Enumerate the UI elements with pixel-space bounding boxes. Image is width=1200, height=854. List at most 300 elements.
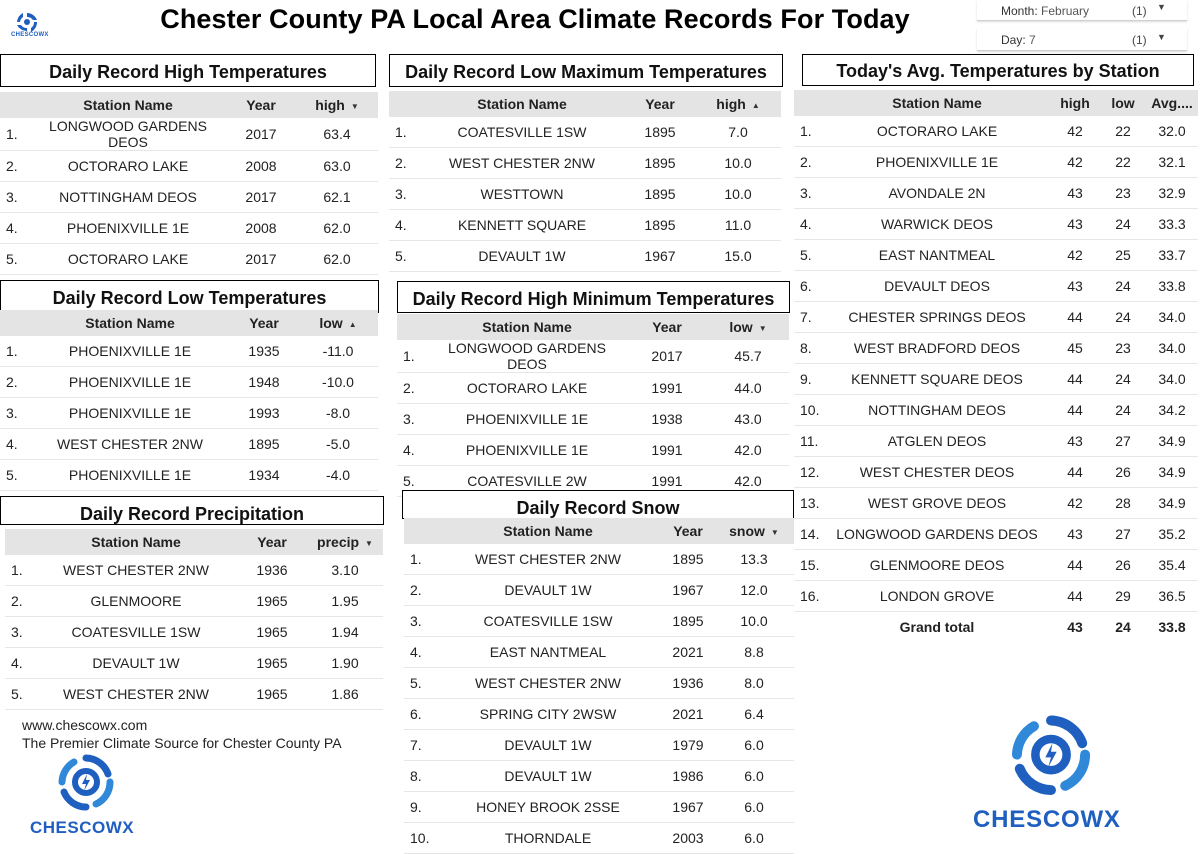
chescowx-logo-small-text: CHESCOWX	[11, 32, 49, 38]
record-precip-panel	[0, 496, 386, 712]
table-row	[794, 240, 1198, 271]
table-row	[404, 544, 794, 575]
day-filter-count: (1)	[1132, 33, 1147, 47]
value-cell: 45	[1050, 333, 1100, 364]
value-cell: 22	[1100, 116, 1146, 147]
station-name-cell: DEVAULT DEOS	[824, 271, 1050, 302]
station-name-cell: OCTORARO LAKE	[427, 373, 627, 404]
row-index: 6.	[794, 271, 824, 302]
table-row	[5, 586, 383, 617]
col-high-label: high	[716, 96, 746, 112]
row-index: 12.	[794, 457, 824, 488]
month-filter-value: February	[1041, 4, 1090, 18]
row-index: 2.	[5, 586, 35, 617]
value-cell: 6.0	[714, 792, 794, 823]
chescowx-logo	[28, 752, 148, 842]
value-cell: 1965	[237, 648, 307, 679]
station-name-cell: KENNETT SQUARE	[419, 210, 625, 241]
station-name-cell: COATESVILLE 1SW	[419, 117, 625, 148]
col-low-label: low	[319, 315, 343, 331]
col-station-name[interactable]: Station Name	[85, 315, 175, 331]
value-cell: 1.94	[307, 617, 383, 648]
value-cell: 23	[1100, 178, 1146, 209]
station-name-cell: LONGWOOD GARDENS DEOS	[427, 340, 627, 373]
col-low-label: low	[729, 319, 753, 335]
table-row	[404, 823, 794, 854]
value-cell: 43.0	[707, 404, 789, 435]
table-row	[794, 488, 1198, 519]
table-row	[397, 435, 789, 466]
value-cell: 1967	[662, 792, 714, 823]
value-cell: 3.10	[307, 555, 383, 586]
value-cell: 43	[1050, 178, 1100, 209]
tagline: The Premier Climate Source for Chester County PA	[22, 735, 342, 751]
station-name-cell: WEST GROVE DEOS	[824, 488, 1050, 519]
panel-title: Today's Avg. Temperatures by Station	[802, 54, 1194, 86]
station-name-cell: DEVAULT 1W	[434, 730, 662, 761]
value-cell: 1965	[237, 586, 307, 617]
value-cell: 2021	[662, 699, 714, 730]
value-cell: 26	[1100, 550, 1146, 581]
table-row	[389, 117, 781, 148]
row-index: 3.	[397, 404, 427, 435]
value-cell: 1993	[230, 398, 298, 429]
grand-total-high: 43	[1067, 619, 1083, 635]
station-name-cell: LONDON GROVE	[824, 581, 1050, 612]
row-index: 4.	[397, 435, 427, 466]
row-index: 3.	[5, 617, 35, 648]
value-cell: 1936	[662, 668, 714, 699]
value-cell: -11.0	[298, 336, 378, 367]
table-row	[5, 555, 383, 586]
value-cell: 34.0	[1146, 364, 1198, 395]
value-cell: 2021	[662, 637, 714, 668]
station-name-cell: OCTORARO LAKE	[30, 244, 226, 275]
station-name-cell: WEST CHESTER 2NW	[35, 555, 237, 586]
row-index: 1.	[0, 118, 30, 151]
value-cell: 1967	[662, 575, 714, 606]
station-name-cell: NOTTINGHAM DEOS	[30, 182, 226, 213]
table-row	[0, 367, 378, 398]
record-snow-table	[404, 518, 794, 854]
table-row	[397, 340, 789, 373]
station-name-cell: GLENMOORE	[35, 586, 237, 617]
value-cell: -5.0	[298, 429, 378, 460]
record-high-min-panel	[397, 281, 793, 491]
table-row	[794, 395, 1198, 426]
value-cell: 1895	[625, 117, 695, 148]
value-cell: 1948	[230, 367, 298, 398]
grand-total-avg: 33.8	[1158, 619, 1186, 635]
value-cell: 2017	[226, 118, 296, 151]
row-index: 10.	[794, 395, 824, 426]
value-cell: 26	[1100, 457, 1146, 488]
row-index: 3.	[389, 179, 419, 210]
station-name-cell: PHOENIXVILLE 1E	[427, 404, 627, 435]
row-index: 5.	[5, 679, 35, 710]
value-cell: 8.8	[714, 637, 794, 668]
station-name-cell: PHOENIXVILLE 1E	[824, 147, 1050, 178]
col-precip[interactable]	[307, 529, 383, 555]
table-row	[0, 460, 378, 491]
row-index: 5.	[0, 460, 30, 491]
col-high[interactable]: high	[1060, 95, 1090, 111]
table-row	[794, 550, 1198, 581]
table-row	[794, 519, 1198, 550]
value-cell: 8.0	[714, 668, 794, 699]
value-cell: 42	[1050, 147, 1100, 178]
col-year[interactable]: Year	[652, 319, 682, 335]
row-index: 3.	[0, 182, 30, 213]
record-low-max-panel	[389, 54, 784, 274]
col-low[interactable]	[707, 314, 789, 340]
row-index: 1.	[404, 544, 434, 575]
station-name-cell: PHOENIXVILLE 1E	[427, 435, 627, 466]
col-station-name[interactable]: Station Name	[477, 96, 567, 112]
avg-temps-panel	[794, 54, 1200, 644]
table-row	[397, 404, 789, 435]
row-index: 4.	[5, 648, 35, 679]
value-cell: 32.0	[1146, 116, 1198, 147]
value-cell: 62.1	[296, 182, 378, 213]
table-row	[794, 178, 1198, 209]
station-name-cell: THORNDALE	[434, 823, 662, 854]
row-index: 4.	[0, 213, 30, 244]
value-cell: 6.4	[714, 699, 794, 730]
month-filter-count: (1)	[1132, 4, 1147, 18]
value-cell: 24	[1100, 364, 1146, 395]
chescowx-logo-large-text: CHESCOWX	[973, 806, 1121, 833]
value-cell: 45.7	[707, 340, 789, 373]
value-cell: 23	[1100, 333, 1146, 364]
row-index: 2.	[389, 148, 419, 179]
table-row	[0, 151, 378, 182]
table-row	[404, 699, 794, 730]
value-cell: 35.4	[1146, 550, 1198, 581]
table-row	[794, 457, 1198, 488]
value-cell: 32.9	[1146, 178, 1198, 209]
value-cell: 62.0	[296, 244, 378, 275]
station-name-cell: WEST CHESTER 2NW	[30, 429, 230, 460]
station-name-cell: LONGWOOD GARDENS DEOS	[824, 519, 1050, 550]
value-cell: 1991	[627, 466, 707, 497]
value-cell: 32.1	[1146, 147, 1198, 178]
day-filter-label: Day:	[1001, 33, 1026, 47]
station-name-cell: HONEY BROOK 2SSE	[434, 792, 662, 823]
value-cell: 36.5	[1146, 581, 1198, 612]
value-cell: 33.7	[1146, 240, 1198, 271]
value-cell: 2017	[627, 340, 707, 373]
station-name-cell: CHESTER SPRINGS DEOS	[824, 302, 1050, 333]
row-index: 3.	[794, 178, 824, 209]
row-index: 1.	[5, 555, 35, 586]
col-low[interactable]: low	[1111, 95, 1135, 111]
panel-title: Daily Record Snow	[402, 490, 794, 519]
table-row	[0, 213, 378, 244]
value-cell: -8.0	[298, 398, 378, 429]
col-year[interactable]: Year	[246, 97, 276, 113]
value-cell: 33.8	[1146, 271, 1198, 302]
value-cell: 29	[1100, 581, 1146, 612]
station-name-cell: WESTTOWN	[419, 179, 625, 210]
station-name-cell: AVONDALE 2N	[824, 178, 1050, 209]
value-cell: 33.3	[1146, 209, 1198, 240]
chevron-down-icon[interactable]: ▼	[1157, 32, 1166, 42]
col-low[interactable]	[298, 310, 378, 336]
chescowx-logo-large	[970, 712, 1130, 837]
value-cell: 42	[1050, 240, 1100, 271]
station-name-cell: COATESVILLE 1SW	[434, 606, 662, 637]
value-cell: 42.0	[707, 435, 789, 466]
panel-title: Daily Record High Temperatures	[0, 54, 376, 87]
col-high[interactable]	[695, 91, 781, 117]
table-row	[0, 244, 378, 275]
col-high-label: high	[315, 97, 345, 113]
value-cell: 44	[1050, 364, 1100, 395]
value-cell: 6.0	[714, 823, 794, 854]
day-filter[interactable]	[977, 28, 1187, 51]
table-row	[0, 429, 378, 460]
sort-asc-icon: ▲	[348, 319, 357, 329]
value-cell: 6.0	[714, 730, 794, 761]
station-name-cell: NOTTINGHAM DEOS	[824, 395, 1050, 426]
table-row	[397, 373, 789, 404]
value-cell: 2008	[226, 151, 296, 182]
value-cell: 24	[1100, 395, 1146, 426]
value-cell: 1895	[230, 429, 298, 460]
sort-asc-icon: ▲	[751, 100, 760, 110]
col-station-name[interactable]: Station Name	[503, 523, 593, 539]
station-name-cell: DEVAULT 1W	[419, 241, 625, 272]
sort-desc-icon: ▼	[350, 101, 359, 111]
station-name-cell: WEST CHESTER 2NW	[419, 148, 625, 179]
table-row	[5, 617, 383, 648]
value-cell: 2003	[662, 823, 714, 854]
value-cell: 1938	[627, 404, 707, 435]
row-index: 8.	[404, 761, 434, 792]
col-year[interactable]: Year	[673, 523, 703, 539]
day-filter-value: 7	[1029, 33, 1036, 47]
record-high-panel	[0, 54, 380, 274]
page-title: Chester County PA Local Area Climate Records For Today	[160, 4, 910, 34]
col-year[interactable]: Year	[249, 315, 279, 331]
row-index: 2.	[397, 373, 427, 404]
table-row	[794, 426, 1198, 457]
grand-total-low: 24	[1115, 619, 1131, 635]
value-cell: 11.0	[695, 210, 781, 241]
col-station-name[interactable]: Station Name	[892, 95, 982, 111]
row-index: 9.	[794, 364, 824, 395]
value-cell: 6.0	[714, 761, 794, 792]
row-index: 5.	[0, 244, 30, 275]
value-cell: 44.0	[707, 373, 789, 404]
row-index: 1.	[0, 336, 30, 367]
value-cell: 24	[1100, 302, 1146, 333]
row-index: 11.	[794, 426, 824, 457]
panel-title: Daily Record Low Temperatures	[0, 280, 379, 313]
value-cell: -4.0	[298, 460, 378, 491]
row-index: 4.	[404, 637, 434, 668]
value-cell: 10.0	[714, 606, 794, 637]
col-high[interactable]	[296, 92, 378, 118]
col-year[interactable]: Year	[645, 96, 675, 112]
value-cell: 42	[1050, 488, 1100, 519]
value-cell: 63.4	[296, 118, 378, 151]
panel-title: Daily Record Low Maximum Temperatures	[389, 54, 783, 87]
panel-title: Daily Record High Minimum Temperatures	[397, 281, 790, 313]
value-cell: 44	[1050, 581, 1100, 612]
station-name-cell: DEVAULT 1W	[434, 575, 662, 606]
station-name-cell: EAST NANTMEAL	[824, 240, 1050, 271]
table-row	[794, 333, 1198, 364]
table-row	[0, 118, 378, 151]
chescowx-logo-small	[10, 10, 49, 40]
station-name-cell: PHOENIXVILLE 1E	[30, 213, 226, 244]
value-cell: 12.0	[714, 575, 794, 606]
sort-desc-icon: ▼	[365, 538, 373, 548]
col-year[interactable]: Year	[257, 534, 287, 550]
station-name-cell: WEST CHESTER 2NW	[35, 679, 237, 710]
table-row	[404, 668, 794, 699]
row-index: 10.	[404, 823, 434, 854]
station-name-cell: WEST BRADFORD DEOS	[824, 333, 1050, 364]
value-cell: 43	[1050, 426, 1100, 457]
value-cell: 28	[1100, 488, 1146, 519]
value-cell: 43	[1050, 209, 1100, 240]
value-cell: 42	[1050, 116, 1100, 147]
record-low-panel	[0, 280, 380, 490]
value-cell: 1895	[625, 210, 695, 241]
value-cell: 35.2	[1146, 519, 1198, 550]
row-index: 1.	[397, 340, 427, 373]
grand-total-label: Grand total	[899, 619, 975, 635]
table-row	[5, 679, 383, 710]
table-row	[404, 637, 794, 668]
row-index: 16.	[794, 581, 824, 612]
station-name-cell: OCTORARO LAKE	[30, 151, 226, 182]
value-cell: 44	[1050, 395, 1100, 426]
value-cell: 34.2	[1146, 395, 1198, 426]
table-row	[794, 147, 1198, 178]
table-row	[0, 398, 378, 429]
station-name-cell: WEST CHESTER 2NW	[434, 544, 662, 575]
value-cell: 13.3	[714, 544, 794, 575]
station-name-cell: PHOENIXVILLE 1E	[30, 367, 230, 398]
chescowx-logo-text: CHESCOWX	[30, 818, 135, 837]
value-cell: 24	[1100, 209, 1146, 240]
station-name-cell: PHOENIXVILLE 1E	[30, 460, 230, 491]
value-cell: 27	[1100, 426, 1146, 457]
value-cell: 22	[1100, 147, 1146, 178]
value-cell: 24	[1100, 271, 1146, 302]
record-snow-panel	[402, 490, 796, 853]
table-row	[794, 581, 1198, 612]
col-precip-label: precip	[317, 534, 360, 550]
col-avg[interactable]: Avg....	[1151, 95, 1193, 111]
value-cell: 1965	[237, 679, 307, 710]
month-filter[interactable]	[977, 0, 1187, 21]
row-index: 1.	[389, 117, 419, 148]
table-row	[404, 761, 794, 792]
value-cell: 2017	[226, 244, 296, 275]
panel-title: Daily Record Precipitation	[0, 496, 384, 525]
website-link[interactable]: www.chescowx.com	[22, 717, 148, 733]
value-cell: 34.9	[1146, 488, 1198, 519]
value-cell: 1967	[625, 241, 695, 272]
col-station-name[interactable]: Station Name	[91, 534, 181, 550]
chevron-down-icon[interactable]: ▼	[1157, 2, 1166, 12]
row-index: 1.	[794, 116, 824, 147]
value-cell: 1936	[237, 555, 307, 586]
station-name-cell: PHOENIXVILLE 1E	[30, 336, 230, 367]
grand-total-row	[794, 612, 1198, 643]
row-index: 8.	[794, 333, 824, 364]
table-row	[0, 182, 378, 213]
table-row	[794, 271, 1198, 302]
month-filter-label: Month:	[1001, 4, 1038, 18]
value-cell: 42.0	[707, 466, 789, 497]
row-index: 2.	[0, 151, 30, 182]
value-cell: 44	[1050, 457, 1100, 488]
record-high-min-table	[397, 314, 789, 497]
row-index: 4.	[794, 209, 824, 240]
row-index: 2.	[794, 147, 824, 178]
row-index: 2.	[404, 575, 434, 606]
table-row	[404, 575, 794, 606]
col-station-name[interactable]: Station Name	[83, 97, 173, 113]
value-cell: 10.0	[695, 179, 781, 210]
col-station-name[interactable]: Station Name	[482, 319, 572, 335]
table-row	[389, 148, 781, 179]
value-cell: 1895	[625, 148, 695, 179]
col-snow[interactable]	[714, 518, 794, 544]
value-cell: 1991	[627, 373, 707, 404]
value-cell: 7.0	[695, 117, 781, 148]
avg-temps-table	[794, 90, 1198, 642]
row-index: 9.	[404, 792, 434, 823]
value-cell: 1.90	[307, 648, 383, 679]
value-cell: 34.9	[1146, 426, 1198, 457]
station-name-cell: WARWICK DEOS	[824, 209, 1050, 240]
station-name-cell: OCTORARO LAKE	[824, 116, 1050, 147]
row-index: 3.	[404, 606, 434, 637]
value-cell: 10.0	[695, 148, 781, 179]
value-cell: 2017	[226, 182, 296, 213]
value-cell: 1895	[662, 544, 714, 575]
value-cell: -10.0	[298, 367, 378, 398]
station-name-cell: COATESVILLE 2W	[427, 466, 627, 497]
row-index: 5.	[794, 240, 824, 271]
station-name-cell: LONGWOOD GARDENS DEOS	[30, 118, 226, 151]
value-cell: 1991	[627, 435, 707, 466]
value-cell: 1895	[625, 179, 695, 210]
row-index: 2.	[0, 367, 30, 398]
value-cell: 34.9	[1146, 457, 1198, 488]
station-name-cell: SPRING CITY 2WSW	[434, 699, 662, 730]
value-cell: 1.95	[307, 586, 383, 617]
value-cell: 15.0	[695, 241, 781, 272]
row-index: 4.	[0, 429, 30, 460]
record-low-table	[0, 310, 378, 491]
station-name-cell: PHOENIXVILLE 1E	[30, 398, 230, 429]
row-index: 5.	[389, 241, 419, 272]
table-row	[389, 210, 781, 241]
row-index: 7.	[794, 302, 824, 333]
table-row	[0, 336, 378, 367]
station-name-cell: COATESVILLE 1SW	[35, 617, 237, 648]
value-cell: 43	[1050, 519, 1100, 550]
row-index: 7.	[404, 730, 434, 761]
